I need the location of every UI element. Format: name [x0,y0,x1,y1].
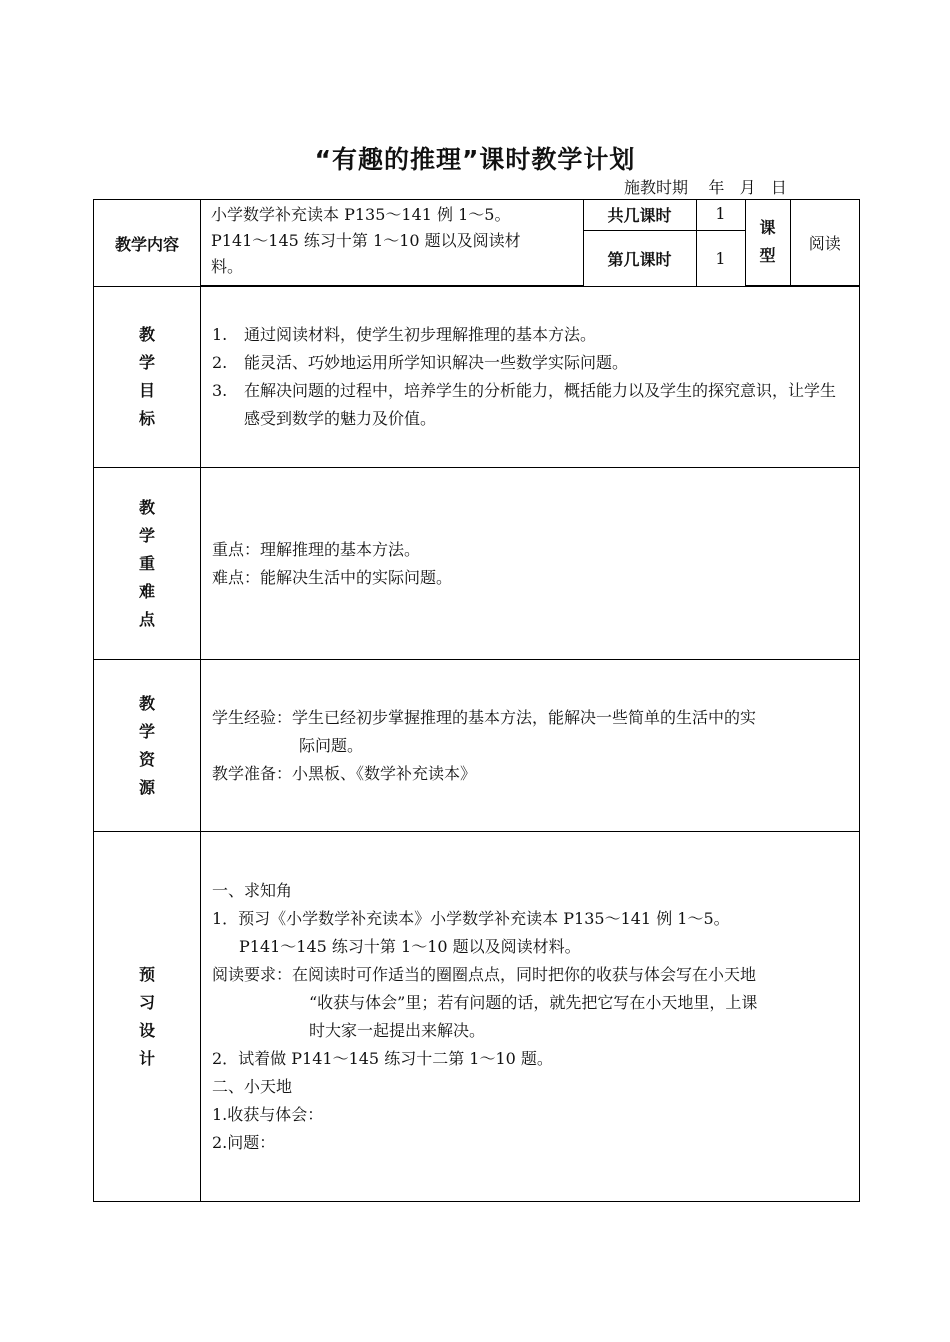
goals-list [212,321,849,433]
page-title: “有趣的推理”课时教学计划 [314,145,636,174]
focus-text: 重点：理解推理的基本方法。 [212,539,421,559]
preview-item1-line1: 1．预习《小学数学补充读本》小学数学补充读本 P135～141 例 1～5。 [212,908,730,928]
goal-item: 3. 在解决问题的过程中，培养学生的分析能力，概括能力以及学生的探究意识，让学生感受到数学的魅力及价值。 [212,381,837,428]
keypoints-label-cell [94,468,201,660]
content-text-line2: P141～145 练习十第 1～10 题以及阅读材 [211,231,521,250]
lesson-index-value: 1 [696,230,745,286]
content-text-line1: 小学数学补充读本 P135～141 例 1～5。 [211,205,511,224]
goals-label-cell [94,287,201,468]
experience-line1: 学生经验：学生已经初步掌握推理的基本方法，能解决一些简单的生活中的实 [212,707,757,727]
total-lessons-value: 1 [696,200,745,230]
content-label: 教学内容 [94,200,201,287]
lesson-type-value: 阅读 [790,200,859,286]
goals-label: 教学目标 [138,325,155,428]
resources-label: 教学资源 [138,693,155,797]
lesson-index-label: 第几课时 [583,230,696,286]
goal-item: 2. 能灵活、巧妙地运用所学知识解决一些数学实际问题。 [212,353,629,372]
lesson-type-label [745,200,790,286]
teaching-period-line: 施教时期 年 月 日 [624,178,787,197]
resources-cell [201,660,860,832]
preparation-text: 教学准备：小黑板、《数学补充读本》 [212,763,477,783]
preview-cell [201,832,860,1202]
reading-requirement-line3: 时大家一起提出来解决。 [309,1020,486,1040]
goals-cell [201,287,860,468]
keypoints-cell [201,468,860,660]
section-heading: 一、求知角 [212,880,293,900]
experience-line2: 际问题。 [299,735,364,755]
preview-item2: 2．试着做 P141～145 练习十二第 1～10 题。 [212,1048,553,1068]
lesson-plan-table [93,199,860,1202]
reading-requirement-line2: “收获与体会”里；若有问题的话，就先把它写在小天地里，上课 [309,992,758,1012]
goal-item: 1. 通过阅读材料，使学生初步理解推理的基本方法。 [212,325,597,344]
content-text-line3: 料。 [211,257,244,276]
questions-item: 2.问题： [212,1132,276,1152]
resources-row [94,660,860,832]
content-text-cell [201,200,583,286]
reflection-item: 1.收获与体会： [212,1104,324,1124]
content-inner-table [201,200,859,286]
preview-item1-line2: P141～145 练习十第 1～10 题以及阅读材料。 [239,936,581,956]
keypoints-label: 教学重难点 [138,497,155,629]
reading-requirement-line1: 阅读要求：在阅读时可作适当的圈圈点点，同时把你的收获与体会写在小天地 [212,964,757,984]
preview-label-cell [94,832,201,1202]
total-lessons-label: 共几课时 [583,200,696,230]
section-heading: 二、小天地 [212,1076,293,1096]
lesson-type-label-text: 课型 [759,218,776,265]
difficulty-text: 难点：能解决生活中的实际问题。 [212,567,453,587]
keypoints-row [94,468,860,660]
preview-label: 预习设计 [138,964,155,1068]
content-row [94,200,860,287]
preview-row [94,832,860,1202]
resources-label-cell [94,660,201,832]
goals-row [94,287,860,468]
